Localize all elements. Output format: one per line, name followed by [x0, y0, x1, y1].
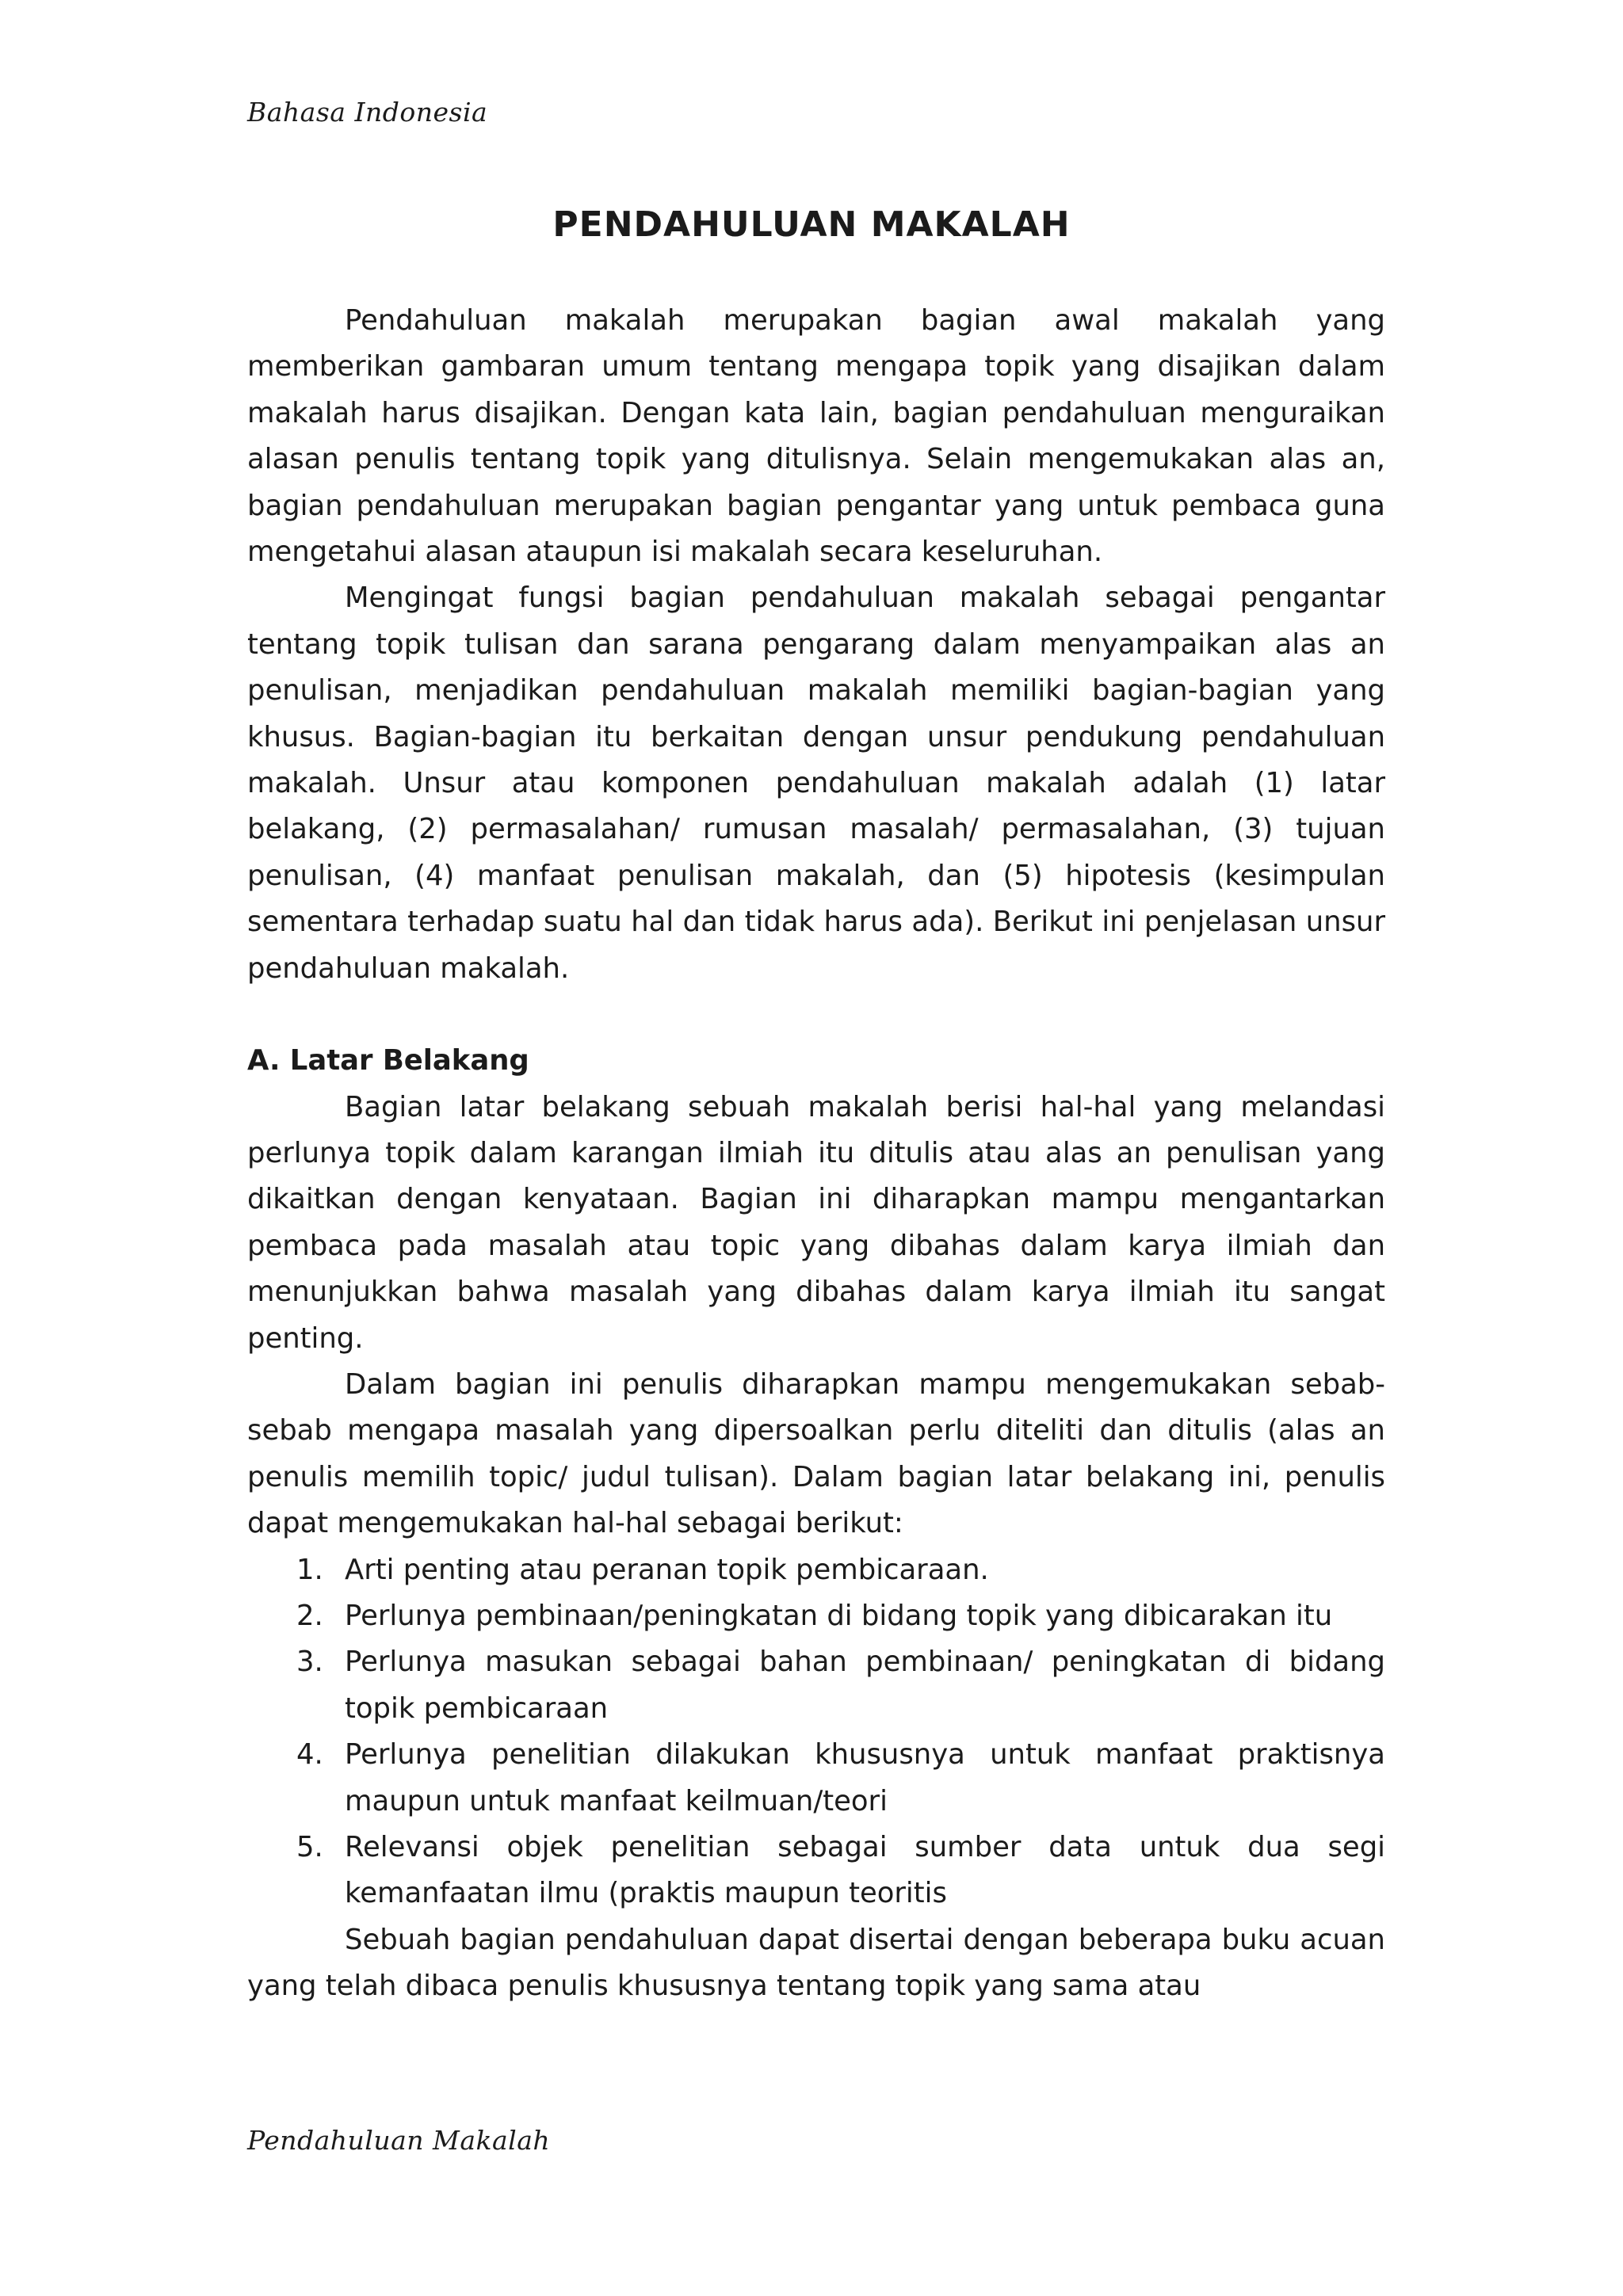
paragraph: Dalam bagian ini penulis diharapkan mampu mengemukakan sebab-sebab mengapa masalah yang dipersoalkan perlu diteliti dan ditulis (alas an penulis memilih topic/ judul tulisan). Dalam bagian latar belakang ini, penulis dapat mengemukakan hal-hal sebagai berikut: — [247, 1367, 1385, 1540]
paragraph: Mengingat fungsi bagian pendahuluan makalah sebagai pengantar tentang topik tulisan dan sarana pengarang dalam menyampaikan alas an penulisan, menjadikan pendahuluan makalah memiliki bagian-bagian yang khusus. Bagian-bagian itu berkaitan dengan unsur pendukung pendahuluan makalah. Unsur atau komponen pendahuluan makalah adalah (1) latar belakang, (2) permasalahan/ rumusan masalah/ permasalahan, (3) tujuan penulisan, (4) manfaat penulisan makalah, dan (5) hipotesis (kesimpulan sementara terhadap suatu hal dan tidak harus ada). Berikut ini penjelasan unsur pendahuluan makalah. — [247, 582, 1385, 985]
list-item-number: 5. — [296, 1831, 323, 1863]
list-item — [247, 1639, 1385, 1732]
list-item-number: 4. — [296, 1738, 323, 1772]
list-item — [247, 1547, 1385, 1593]
list-item — [247, 1732, 1385, 1825]
list-item — [247, 1593, 1385, 1639]
list-item-text: Perlunya penelitian dilakukan khususnya untuk manfaat praktisnya maupun untuk manfaat keilmuan/teori — [345, 1738, 1385, 1817]
list-item-text: Arti penting atau peranan topik pembicaraan. — [345, 1553, 989, 1586]
page-title: PENDAHULUAN MAKALAH — [552, 204, 1071, 245]
list-item-number: 3. — [296, 1646, 323, 1679]
numbered-list — [247, 1547, 1385, 1917]
section-heading: A. Latar Belakang — [247, 1044, 529, 1077]
list-item-text: Relevansi objek penelitian sebagai sumber data untuk dua segi kemanfaatan ilmu (praktis maupun teoritis — [345, 1831, 1385, 1910]
running-footer: Pendahuluan Makalah — [247, 2125, 551, 2156]
paragraph: Bagian latar belakang sebuah makalah berisi hal-hal yang melandasi perlunya topik dalam karangan ilmiah itu ditulis atau alas an penulisan yang dikaitkan dengan kenyataan. Bagian ini diharapkan mampu mengantarkan pembaca pada masalah atau topic yang dibahas dalam karya ilmiah dan menunjukkan bahwa masalah yang dibahas dalam karya ilmiah itu sangat penting. — [247, 1090, 1385, 1355]
running-header: Bahasa Indonesia — [247, 97, 488, 128]
list-item-number: 1. — [296, 1553, 323, 1586]
list-item-text: Perlunya masukan sebagai bahan pembinaan/ peningkatan di bidang topik pembicaraan — [345, 1646, 1385, 1725]
list-item-number: 2. — [296, 1599, 323, 1632]
list-item — [247, 1825, 1385, 1917]
paragraph: Pendahuluan makalah merupakan bagian awal makalah yang memberikan gambaran umum tentang mengapa topik yang disajikan dalam makalah harus disajikan. Dengan kata lain, bagian pendahuluan menguraikan alasan penulis tentang topik yang ditulisnya. Selain mengemukakan alas an, bagian pendahuluan merupakan bagian pengantar yang untuk pembaca guna mengetahui alasan ataupun isi makalah secara keseluruhan. — [247, 304, 1385, 569]
paragraph: Sebuah bagian pendahuluan dapat disertai dengan beberapa buku acuan yang telah dibaca penulis khususnya tentang topik yang sama atau — [247, 1923, 1385, 2003]
list-item-text: Perlunya pembinaan/peningkatan di bidang topik yang dibicarakan itu — [345, 1599, 1333, 1632]
body-content — [247, 298, 1385, 2010]
